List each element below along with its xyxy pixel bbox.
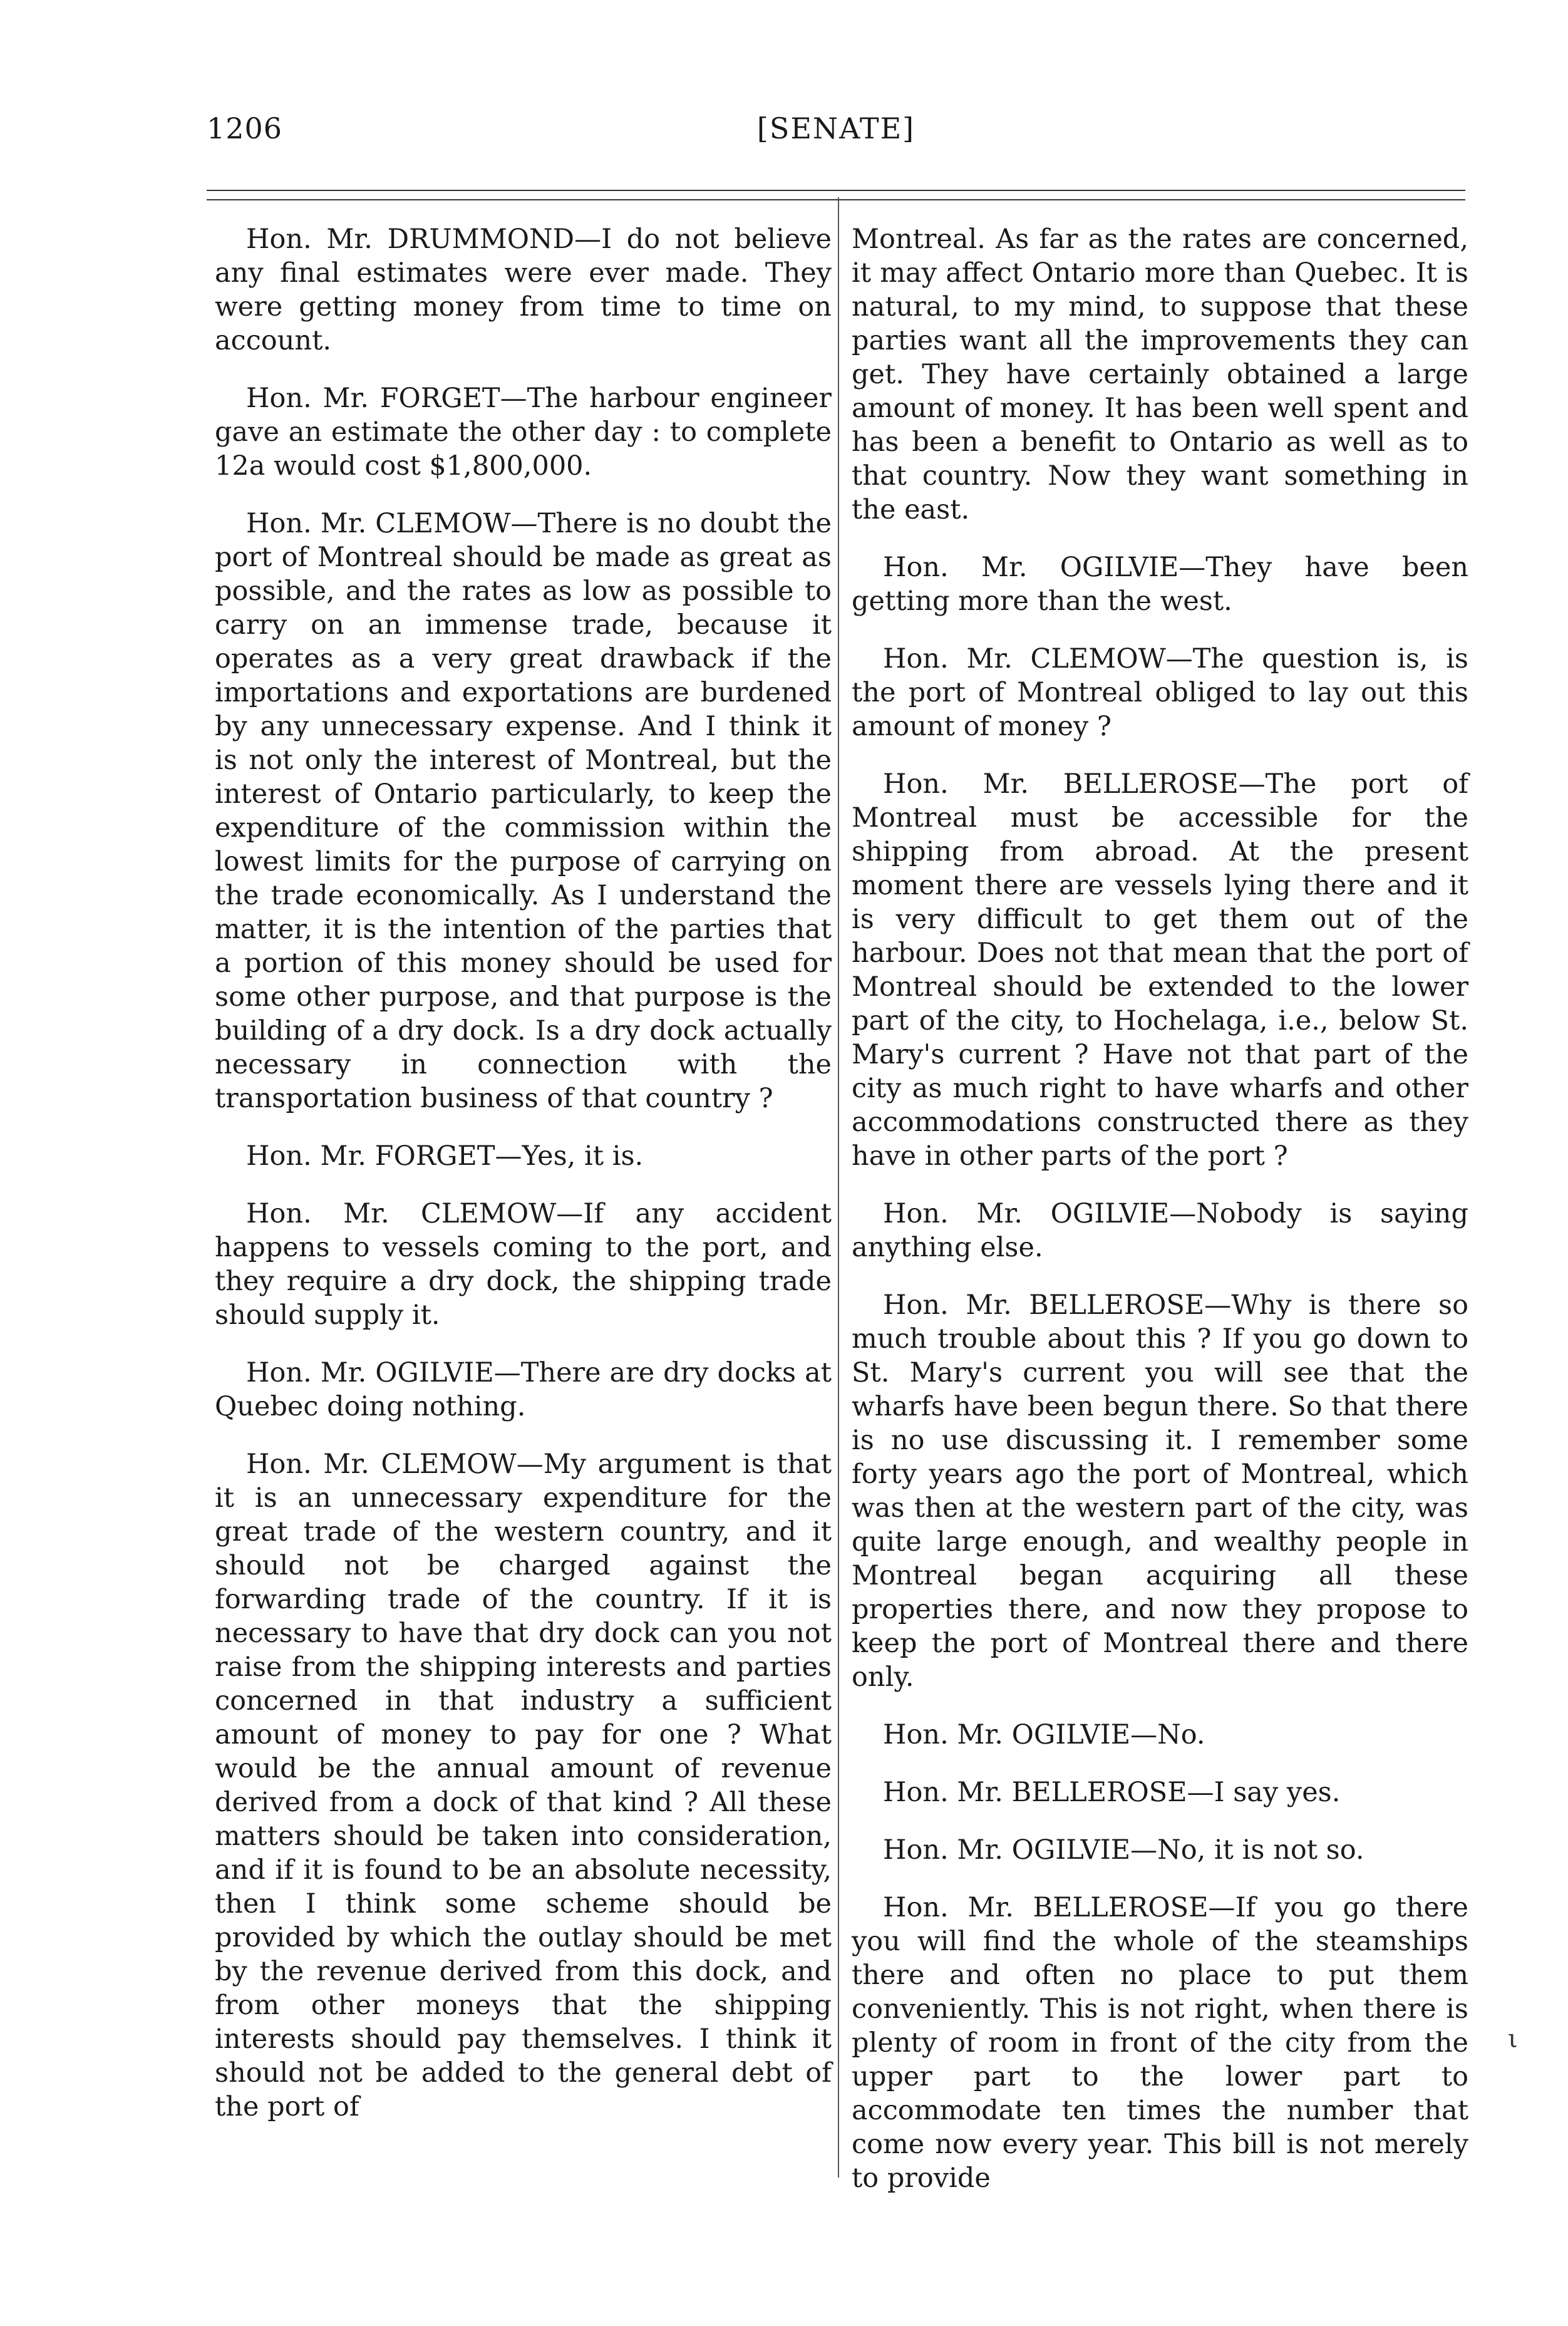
speech-paragraph: Hon. Mr. BELLEROSE—Why is there so much trouble about this ? If you go down to St. Mary's current you will see that the wharfs have been begun there. So that there is no use discussing it. I remember some forty years ago the port of Montreal, which was then at the western part of the city, was quite large enough, and wealthy people in Montreal began acquiring all these properties there, and now they propose to keep the port of Montreal there and there only. bbox=[852, 1290, 1468, 1693]
speech-paragraph: Hon. Mr. OGILVIE—No. bbox=[883, 1719, 1205, 1750]
speech-paragraph: Hon. Mr. OGILVIE—Nobody is saying anything else. bbox=[852, 1198, 1468, 1263]
speech-paragraph: Hon. Mr. FORGET—Yes, it is. bbox=[246, 1140, 644, 1172]
running-head: [SENATE] bbox=[756, 111, 916, 145]
page-header bbox=[207, 111, 1465, 162]
speech-paragraph: Hon. Mr. BELLEROSE—The port of Montreal must be accessible for the shipping from abroad. At the present moment there are vessels lying there and it is very difficult to get them out of the harbour. Does not that mean that the port of Montreal should be extended to the lower part of the city, to Hochelaga, i.e., below St. Mary's current ? Have not that part of the city as much right to have wharfs and other accommodations constructed there as they have in other parts of the port ? bbox=[852, 768, 1468, 1172]
speech-paragraph: Hon. Mr. OGILVIE—They have been getting more than the west. bbox=[852, 552, 1468, 617]
speech-paragraph: Hon. Mr. FORGET—The harbour engineer gave an estimate the other day : to complete 12a would cost $1,800,000. bbox=[215, 383, 832, 482]
column-divider bbox=[838, 197, 839, 2178]
continued-paragraph: Montreal. As far as the rates are concerned, it may affect Ontario more than Quebec. It is natural, to my mind, to suppose that these parties want all the improvements they can get. They have certainly obtained a large amount of money. It has been well spent and has been a benefit to Ontario as well as to that country. Now they want something in the east. bbox=[852, 224, 1468, 525]
speech-paragraph: Hon. Mr. CLEMOW—The question is, is the port of Montreal obliged to lay out this amount of money ? bbox=[852, 643, 1468, 742]
header-rule-bottom bbox=[207, 199, 1465, 200]
speech-paragraph: Hon. Mr. BELLEROSE—I say yes. bbox=[883, 1777, 1341, 1808]
right-column bbox=[852, 222, 1468, 2195]
stray-mark: ι bbox=[1508, 2025, 1518, 2054]
speech-paragraph: Hon. Mr. CLEMOW—My argument is that it is an unnecessary expenditure for the great trade of the western country, and it should not be charged against the forwarding trade of the country. If it is necessary to have that dry dock can you not raise from the shipping interests and parties concerned in that industry a sufficient amount of money to pay for one ? What would be the annual amount of revenue derived from a dock of that kind ? All these matters should be taken into consideration, and if it is found to be an absolute necessity, then I think some scheme should be provided by which the outlay should be met by the revenue derived from this dock, and from other moneys that the shipping interests should pay themselves. I think it should not be added to the general debt of the port of bbox=[215, 1449, 832, 2122]
header-rule-top bbox=[207, 190, 1465, 191]
speech-paragraph: Hon. Mr. CLEMOW—There is no doubt the port of Montreal should be made as great as possible, and the rates as low as possible to carry on an immense trade, because it operates as a very great drawback if the importations and exportations are burdened by any unnecessary expense. And I think it is not only the interest of Montreal, but the interest of Ontario particularly, to keep the expenditure of the commission within the lowest limits for the purpose of carrying on the trade economically. As I understand the matter, it is the intention of the parties that a portion of this money should be used for some other purpose, and that purpose is the building of a dry dock. Is a dry dock actually necessary in connection with the transportation business of that country ? bbox=[215, 508, 832, 1114]
left-column bbox=[215, 222, 832, 2124]
speech-paragraph: Hon. Mr. BELLEROSE—If you go there you will find the whole of the steamships there and often no place to put them conveniently. This is not right, when there is plenty of room in front of the city from the upper part to the lower part to accommodate ten times the number that come now every year. This bill is not merely to provide bbox=[852, 1892, 1468, 2194]
speech-paragraph: Hon. Mr. OGILVIE—No, it is not so. bbox=[883, 1834, 1364, 1866]
speech-paragraph: Hon. Mr. OGILVIE—There are dry docks at Quebec doing nothing. bbox=[215, 1357, 832, 1422]
speech-paragraph: Hon. Mr. DRUMMOND—I do not believe any final estimates were ever made. They were getting money from time to time on account. bbox=[215, 224, 832, 356]
page-number: 1206 bbox=[207, 111, 283, 145]
speech-paragraph: Hon. Mr. CLEMOW—If any accident happens to vessels coming to the port, and they require a dry dock, the shipping trade should supply it. bbox=[215, 1198, 832, 1331]
